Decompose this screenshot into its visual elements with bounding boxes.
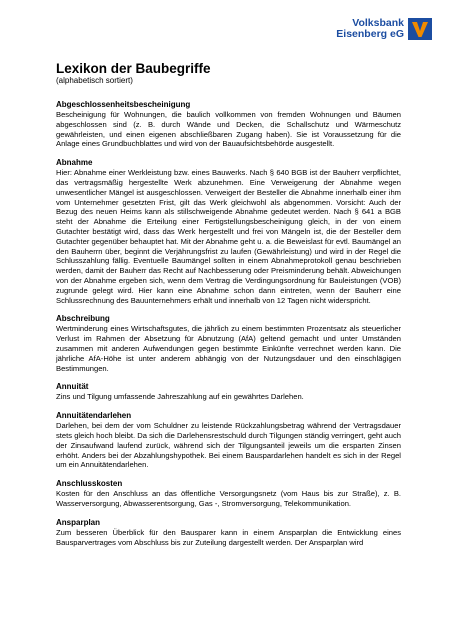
- glossary-entry: [56, 479, 401, 509]
- entry-text: Zins und Tilgung umfassende Jahreszahlung auf ein gewährtes Darlehen.: [56, 392, 304, 402]
- entry-term: Abnahme: [56, 158, 93, 168]
- entry-text: Wertminderung eines Wirtschaftsgutes, die jährlich zu einem bestimmten Prozentsatz als steuerlicher Verlust im Rahmen der Absetzung für Abnutzung (AfA) geltend gemacht und unter Umständen zusammen mit anderen Aufwendungen gegen bestimmte Einkünfte verrechnet werden kann. Die jährliche AfA-Höhe ist unter anderem abhängig von der Nutzungsdauer und den einschlägigen Bestimmungen.: [56, 324, 401, 373]
- logo-text: [336, 18, 404, 40]
- entry-term: Ansparplan: [56, 517, 101, 527]
- glossary-entry: [56, 411, 401, 470]
- bank-logo: [336, 18, 432, 40]
- page-title: Lexikon der Baubegriffe: [56, 61, 211, 76]
- glossary-entry: [56, 382, 401, 402]
- logo-line-1: Volksbank: [352, 17, 404, 29]
- entry-text: Bescheinigung für Wohnungen, die baulich vollkommen von fremden Wohnungen und Bäumen abgeschlossen sind (z. B. durch Wände und Decken, die Schallschutz und Wärmeschutz gewährleisten, und einen eigenen abschließbaren Zugang haben). Sie ist Voraussetzung für die Anlage eines Grundbuchblattes und wird von der Bauaufsichtsbehörde ausgestellt.: [56, 110, 401, 149]
- volksbank-logo-icon: [408, 18, 432, 40]
- title-block: [56, 61, 211, 86]
- entry-text: Zum besseren Überblick für den Bausparer kann in einem Ansparplan die Entwicklung eines Bausparvertrages vom Abschluss bis zur Zuteilung dargestellt werden. Der Ansparplan wird: [56, 527, 401, 547]
- entry-term: Annuität: [56, 382, 89, 392]
- entry-term: Annuitätendarlehen: [56, 411, 132, 421]
- glossary-entry: [56, 518, 401, 548]
- entry-term: Abschreibung: [56, 314, 110, 324]
- entry-term: Anschlusskosten: [56, 479, 123, 489]
- glossary-entry: [56, 158, 401, 305]
- glossary-entry: [56, 100, 401, 149]
- logo-line-2: Eisenberg eG: [336, 28, 404, 40]
- entry-text: Darlehen, bei dem der vom Schuldner zu leistende Rückzahlungsbetrag während der Vertragsdauer stets gleich hoch bleibt. Da sich die Darlehensrestschuld durch Tilgungen ständig verringert, geht auch der Zinsaufwand laufend zurück, während sich der Tilgungsanteil jeweils um die ersparten Zinsen erhöht. Anders bei der Abzahlungshypothek. Bei einem Bauspardarlehen handelt es sich in der Regel um ein Annuitätendarlehen.: [56, 421, 401, 470]
- entry-text: Hier: Abnahme einer Werkleistung bzw. eines Bauwerks. Nach § 640 BGB ist der Bauherr verpflichtet, das vertragsmäßig hergestellte Werk abzunehmen. Eine Verweigerung der Abnahme wegen unwesentlicher Mängel ist ausgeschlossen. Verweigert der Besteller die Abnahme innerhalb einer ihm vom Unternehmer gesetzten Frist, gilt das Werk gleichwohl als abgenommen. Vorsicht: Auch der Bezug des neuen Heims kann als stillschweigende Abnahme gedeutet werden. Nach § 641 a BGB steht der Abnahme die Erteilung einer Fertigstellungsbescheinigung gleich, in der von einem Gutachter bestätigt wird, dass das Werk hergestellt und frei von Mängeln ist, die der Besteller dem Gutachter gegenüber behauptet hat. Mit der Abnahme geht u. a. die Beweislast für evtl. Baumängel an den Bauherrn über, beginnt die Verjährungsfrist zu laufen (Gewährleistung) und wird in der Regel die Schlusszahlung fällig. Eventuelle Baumängel sollten in einem Abnahmeprotokoll genau beschrieben werden, damit der Bauherr das Recht auf Nachbesserung oder Preisminderung behält. Abweichungen von der Abnahme ergeben sich, wenn dem Vertrag die Verdingungsordnung für Bauleistungen (VOB) zugrunde gelegt wird. Hier kann eine Abnahme schon dann eintreten, wenn der Bauherr eine Schlussrechnung des Bauunternehmers erhält und innerhalb von 12 Tagen nicht widerspricht.: [56, 168, 401, 305]
- entry-term: Abgeschlossenheitsbescheinigung: [56, 100, 191, 109]
- glossary-entry: [56, 314, 401, 373]
- page-subtitle: (alphabetisch sortiert): [56, 76, 133, 85]
- entry-text: Kosten für den Anschluss an das öffentliche Versorgungsnetz (vom Haus bis zur Straße), z. B. Wasserversorgung, Abwasserentsorgung, Gas -, Stromversorgung, Telekommunikation.: [56, 489, 401, 508]
- glossary-list: [56, 100, 401, 556]
